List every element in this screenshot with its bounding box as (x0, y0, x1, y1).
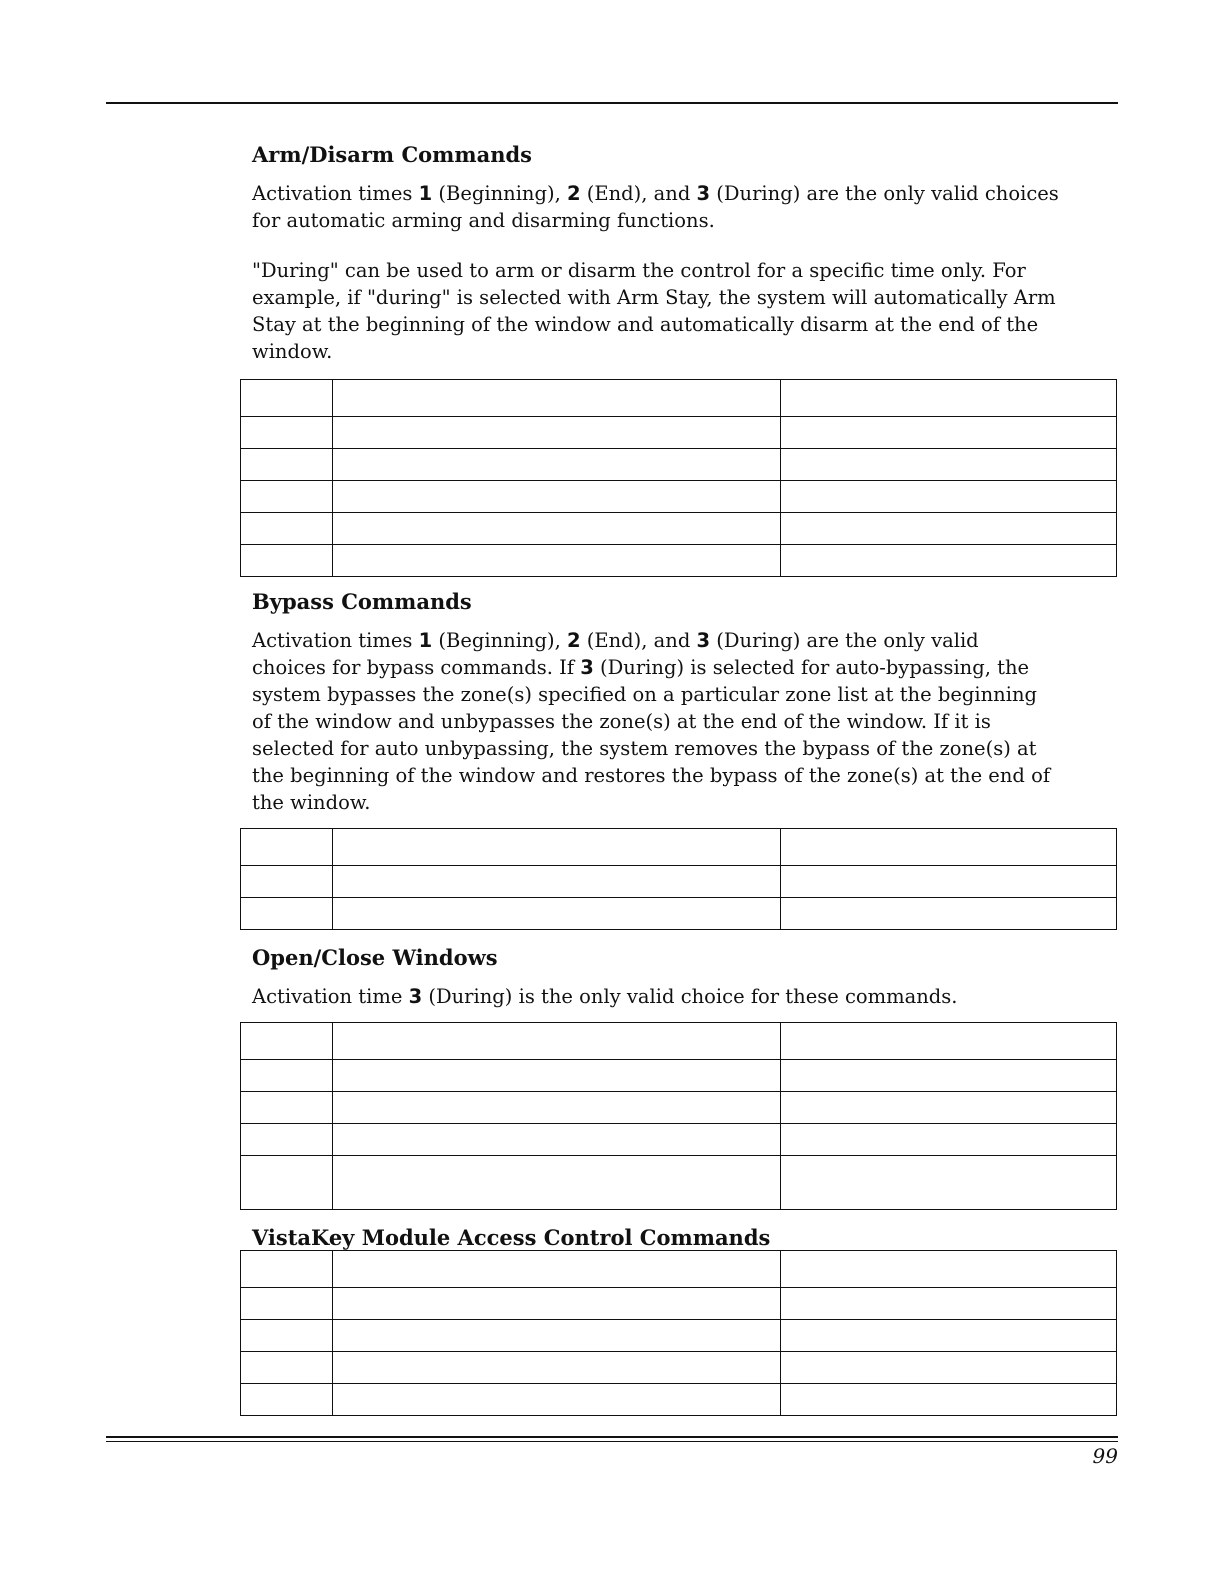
arm-disarm-paragraph-1: Activation times 1 (Beginning), 2 (End), and 3 (During) are the only valid choices for automatic arming and disarming functions. (252, 182, 1059, 232)
vistakey-heading: VistaKey Module Access Control Commands (252, 1225, 771, 1250)
open-close-heading: Open/Close Windows (252, 945, 498, 970)
table-row (241, 1023, 1117, 1060)
open-close-table (240, 1022, 1117, 1210)
page-number: 99 (1092, 1444, 1118, 1468)
table-row (241, 866, 1117, 898)
footer-rule-thin (106, 1441, 1118, 1442)
table-row (241, 380, 1117, 417)
vistakey-table (240, 1250, 1117, 1416)
table-row (241, 1352, 1117, 1384)
arm-disarm-paragraph-2: "During" can be used to arm or disarm the control for a specific time only. For example, if "during" is selected with Arm Stay, the system will automatically Arm Stay at the beginning of the window and automatically disarm at the end of the window. (252, 259, 1056, 363)
table-row (241, 829, 1117, 866)
open-close-paragraph: Activation time 3 (During) is the only valid choice for these commands. (252, 985, 958, 1008)
table-row (241, 1156, 1117, 1210)
table-row (241, 1384, 1117, 1416)
table-row (241, 449, 1117, 481)
table-row (241, 1251, 1117, 1288)
table-row (241, 417, 1117, 449)
table-row (241, 1124, 1117, 1156)
table-row (241, 1320, 1117, 1352)
bypass-paragraph: Activation times 1 (Beginning), 2 (End), and 3 (During) are the only valid choices for bypass commands. If 3 (During) is selected for auto-bypassing, the system bypasses the zone(s) specified on a particular zone list at the beginning of the window and unbypasses the zone(s) at the end of the window. If it is selected for auto unbypassing, the system removes the bypass of the zone(s) at the beginning of the window and restores the bypass of the zone(s) at the end of the window. (252, 629, 1051, 814)
table-row (241, 898, 1117, 930)
table-row (241, 1288, 1117, 1320)
table-row (241, 1060, 1117, 1092)
arm-disarm-heading: Arm/Disarm Commands (252, 142, 533, 167)
table-row (241, 513, 1117, 545)
header-rule (106, 102, 1118, 104)
table-row (241, 481, 1117, 513)
arm-disarm-table (240, 379, 1117, 577)
table-row (241, 1092, 1117, 1124)
footer-rule (106, 1436, 1118, 1438)
bypass-heading: Bypass Commands (252, 589, 472, 614)
table-row (241, 545, 1117, 577)
bypass-table (240, 828, 1117, 930)
